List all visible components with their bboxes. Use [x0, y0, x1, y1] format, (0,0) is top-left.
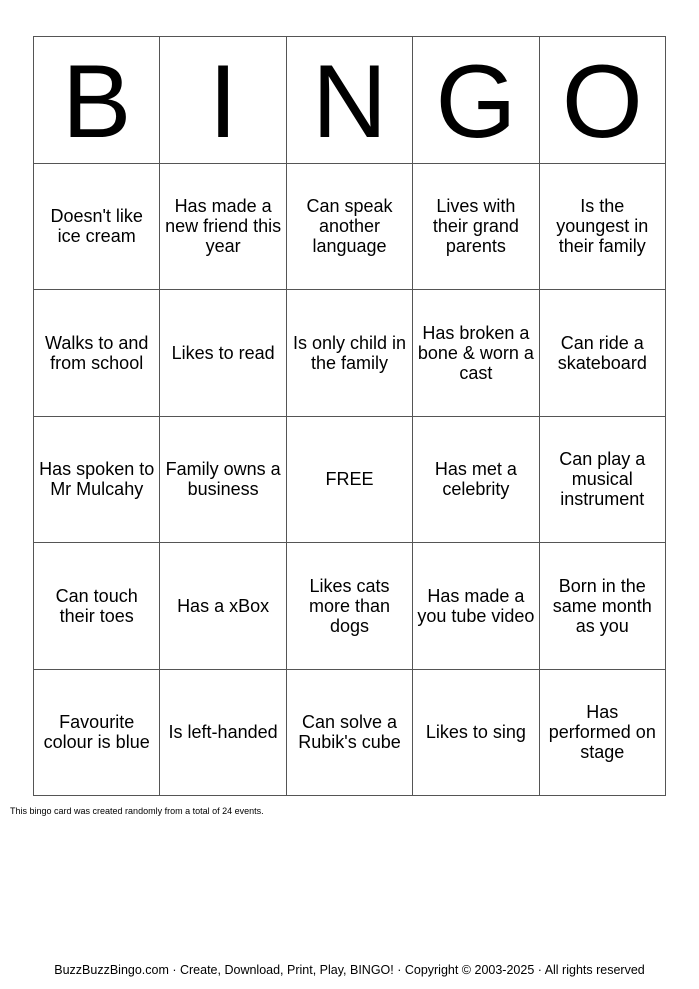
bingo-square: Favourite colour is blue: [34, 670, 160, 797]
bingo-square: Is only child in the family: [287, 290, 413, 417]
bingo-square: Born in the same month as you: [540, 543, 666, 670]
bingo-square: Likes to read: [160, 290, 286, 417]
bingo-square: Can play a musical instrument: [540, 417, 666, 544]
bingo-square: Has made a new friend this year: [160, 164, 286, 291]
bingo-square: Family owns a business: [160, 417, 286, 544]
header-letter-n: N: [287, 37, 413, 164]
header-letter-i: I: [160, 37, 286, 164]
bingo-square: Can speak another language: [287, 164, 413, 291]
header-letter-b: B: [34, 37, 160, 164]
card-note: This bingo card was created randomly from a total of 24 events.: [10, 806, 264, 816]
header-letter-g: G: [413, 37, 539, 164]
bingo-card: [33, 36, 666, 796]
bingo-square: Doesn't like ice cream: [34, 164, 160, 291]
bingo-square: Has a xBox: [160, 543, 286, 670]
bingo-square: Walks to and from school: [34, 290, 160, 417]
bingo-square: Has performed on stage: [540, 670, 666, 797]
bingo-square: Has met a celebrity: [413, 417, 539, 544]
bingo-square: Is left-handed: [160, 670, 286, 797]
bingo-square: Can touch their toes: [34, 543, 160, 670]
bingo-square: Lives with their grand parents: [413, 164, 539, 291]
page-footer: BuzzBuzzBingo.com · Create, Download, Print, Play, BINGO! · Copyright © 2003-2025 · All rights reserved: [54, 963, 645, 977]
bingo-square: Has spoken to Mr Mulcahy: [34, 417, 160, 544]
bingo-square: Has broken a bone & worn a cast: [413, 290, 539, 417]
bingo-square: Is the youngest in their family: [540, 164, 666, 291]
bingo-square: Likes to sing: [413, 670, 539, 797]
free-square: FREE: [287, 417, 413, 544]
bingo-square: Likes cats more than dogs: [287, 543, 413, 670]
bingo-square: Can solve a Rubik's cube: [287, 670, 413, 797]
bingo-square: Has made a you tube video: [413, 543, 539, 670]
bingo-square: Can ride a skateboard: [540, 290, 666, 417]
header-letter-o: O: [540, 37, 666, 164]
